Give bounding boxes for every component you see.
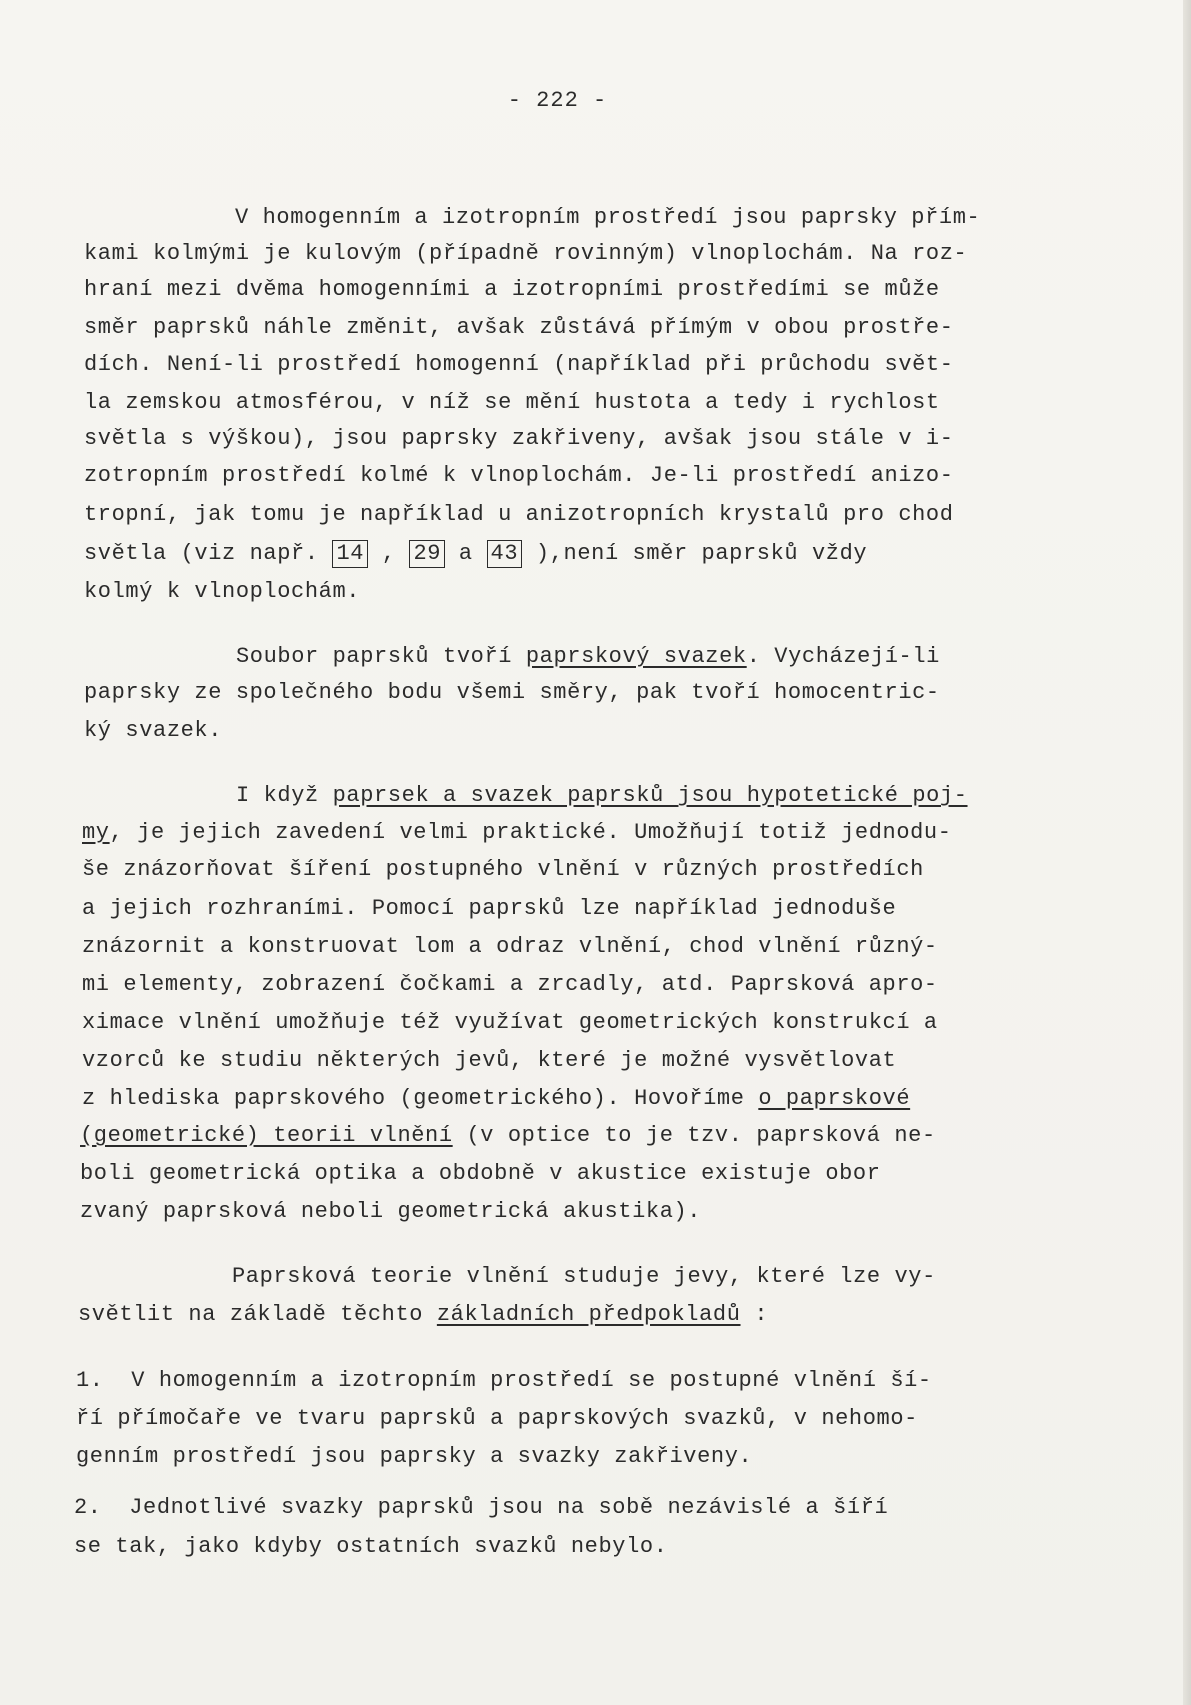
text-line: hraní mezi dvěma homogenními a izotropními prostředími se může bbox=[84, 277, 940, 302]
text-line: směr paprsků náhle změnit, avšak zůstává přímým v obou prostře- bbox=[84, 315, 954, 340]
text-line bbox=[236, 781, 968, 811]
text-segment: , je jejich zavedení velmi praktické. Umožňují totiž jednodu- bbox=[109, 820, 952, 845]
text-line: še znázorňovat šíření postupného vlnění v různých prostředích bbox=[82, 857, 924, 882]
reference-14: 14 bbox=[332, 540, 368, 568]
page-number: - 222 - bbox=[507, 88, 608, 113]
text-line: mi elementy, zobrazení čočkami a zrcadly, atd. Paprsková apro- bbox=[82, 972, 938, 997]
text-line: světla s výškou), jsou paprsky zakřiveny, avšak jsou stále v i- bbox=[84, 426, 954, 451]
text-segment: . Vycházejí-li bbox=[746, 644, 940, 669]
text-line bbox=[80, 1121, 936, 1151]
text-line bbox=[78, 1300, 768, 1330]
text-line: ří přímočaře ve tvaru paprsků a paprskových svazků, v nehomo- bbox=[76, 1406, 918, 1431]
text-line: genním prostředí jsou paprsky a svazky zakřiveny. bbox=[76, 1444, 753, 1469]
text-segment: a bbox=[445, 541, 487, 566]
text-line bbox=[82, 818, 952, 848]
underlined-term: (geometrické) teorii vlnění bbox=[80, 1123, 453, 1148]
text-segment: : bbox=[740, 1302, 769, 1327]
underlined-term: základních předpokladů bbox=[436, 1302, 741, 1327]
text-line: a jejich rozhraními. Pomocí paprsků lze například jednoduše bbox=[82, 896, 897, 921]
text-segment: světla (viz např. bbox=[84, 541, 333, 566]
underlined-term: my bbox=[82, 820, 110, 845]
text-segment: z hlediska paprskového (geometrického). Hovoříme bbox=[82, 1086, 759, 1111]
text-line bbox=[82, 1084, 910, 1114]
text-line: tropní, jak tomu je například u anizotropních krystalů pro chod bbox=[84, 502, 954, 527]
text-line: boli geometrická optika a obdobně v akustice existuje obor bbox=[80, 1161, 881, 1186]
reference-43: 43 bbox=[487, 540, 523, 568]
text-line-with-references bbox=[84, 539, 867, 569]
text-segment: I když bbox=[236, 783, 333, 808]
list-item-1: 1. V homogenním a izotropním prostředí se postupné vlnění ší- bbox=[76, 1368, 932, 1393]
text-line bbox=[236, 642, 940, 672]
reference-29: 29 bbox=[409, 540, 445, 568]
text-segment: ),není směr paprsků vždy bbox=[522, 541, 868, 566]
text-line: znázornit a konstruovat lom a odraz vlnění, chod vlnění různý- bbox=[82, 934, 938, 959]
underlined-term: paprsek a svazek paprsků jsou hypotetické poj- bbox=[332, 783, 968, 808]
text-segment: Soubor paprsků tvoří bbox=[236, 644, 526, 669]
text-segment: světlit na základě těchto bbox=[78, 1302, 437, 1327]
text-line: ký svazek. bbox=[84, 718, 223, 743]
text-line: zvaný paprsková neboli geometrická akustika). bbox=[80, 1199, 702, 1224]
text-line: se tak, jako kdyby ostatních svazků nebylo. bbox=[74, 1534, 668, 1559]
text-line: zotropním prostředí kolmé k vlnoplochám. Je-li prostředí anizo- bbox=[84, 463, 954, 488]
text-line: dích. Není-li prostředí homogenní (například při průchodu svět- bbox=[84, 352, 954, 377]
text-segment: (v optice to je tzv. paprsková ne- bbox=[452, 1123, 936, 1148]
page-edge bbox=[1183, 0, 1191, 1705]
text-line: ximace vlnění umožňuje též využívat geometrických konstrukcí a bbox=[82, 1010, 938, 1035]
text-line: la zemskou atmosférou, v níž se mění hustota a tedy i rychlost bbox=[84, 390, 940, 415]
text-line: Paprsková teorie vlnění studuje jevy, které lze vy- bbox=[232, 1264, 936, 1289]
underlined-term: o paprskové bbox=[758, 1086, 911, 1111]
text-line: vzorců ke studiu některých jevů, které je možné vysvětlovat bbox=[82, 1048, 897, 1073]
text-line: kami kolmými je kulovým (případně rovinným) vlnoplochám. Na roz- bbox=[84, 241, 968, 266]
text-line: V homogenním a izotropním prostředí jsou paprsky přím- bbox=[235, 205, 981, 230]
list-item-2: 2. Jednotlivé svazky paprsků jsou na sobě nezávislé a šíří bbox=[74, 1495, 889, 1520]
underlined-term: paprskový svazek bbox=[525, 644, 747, 669]
text-line: paprsky ze společného bodu všemi směry, pak tvoří homocentric- bbox=[84, 680, 940, 705]
text-line: kolmý k vlnoplochám. bbox=[84, 579, 361, 604]
text-segment: , bbox=[368, 541, 410, 566]
